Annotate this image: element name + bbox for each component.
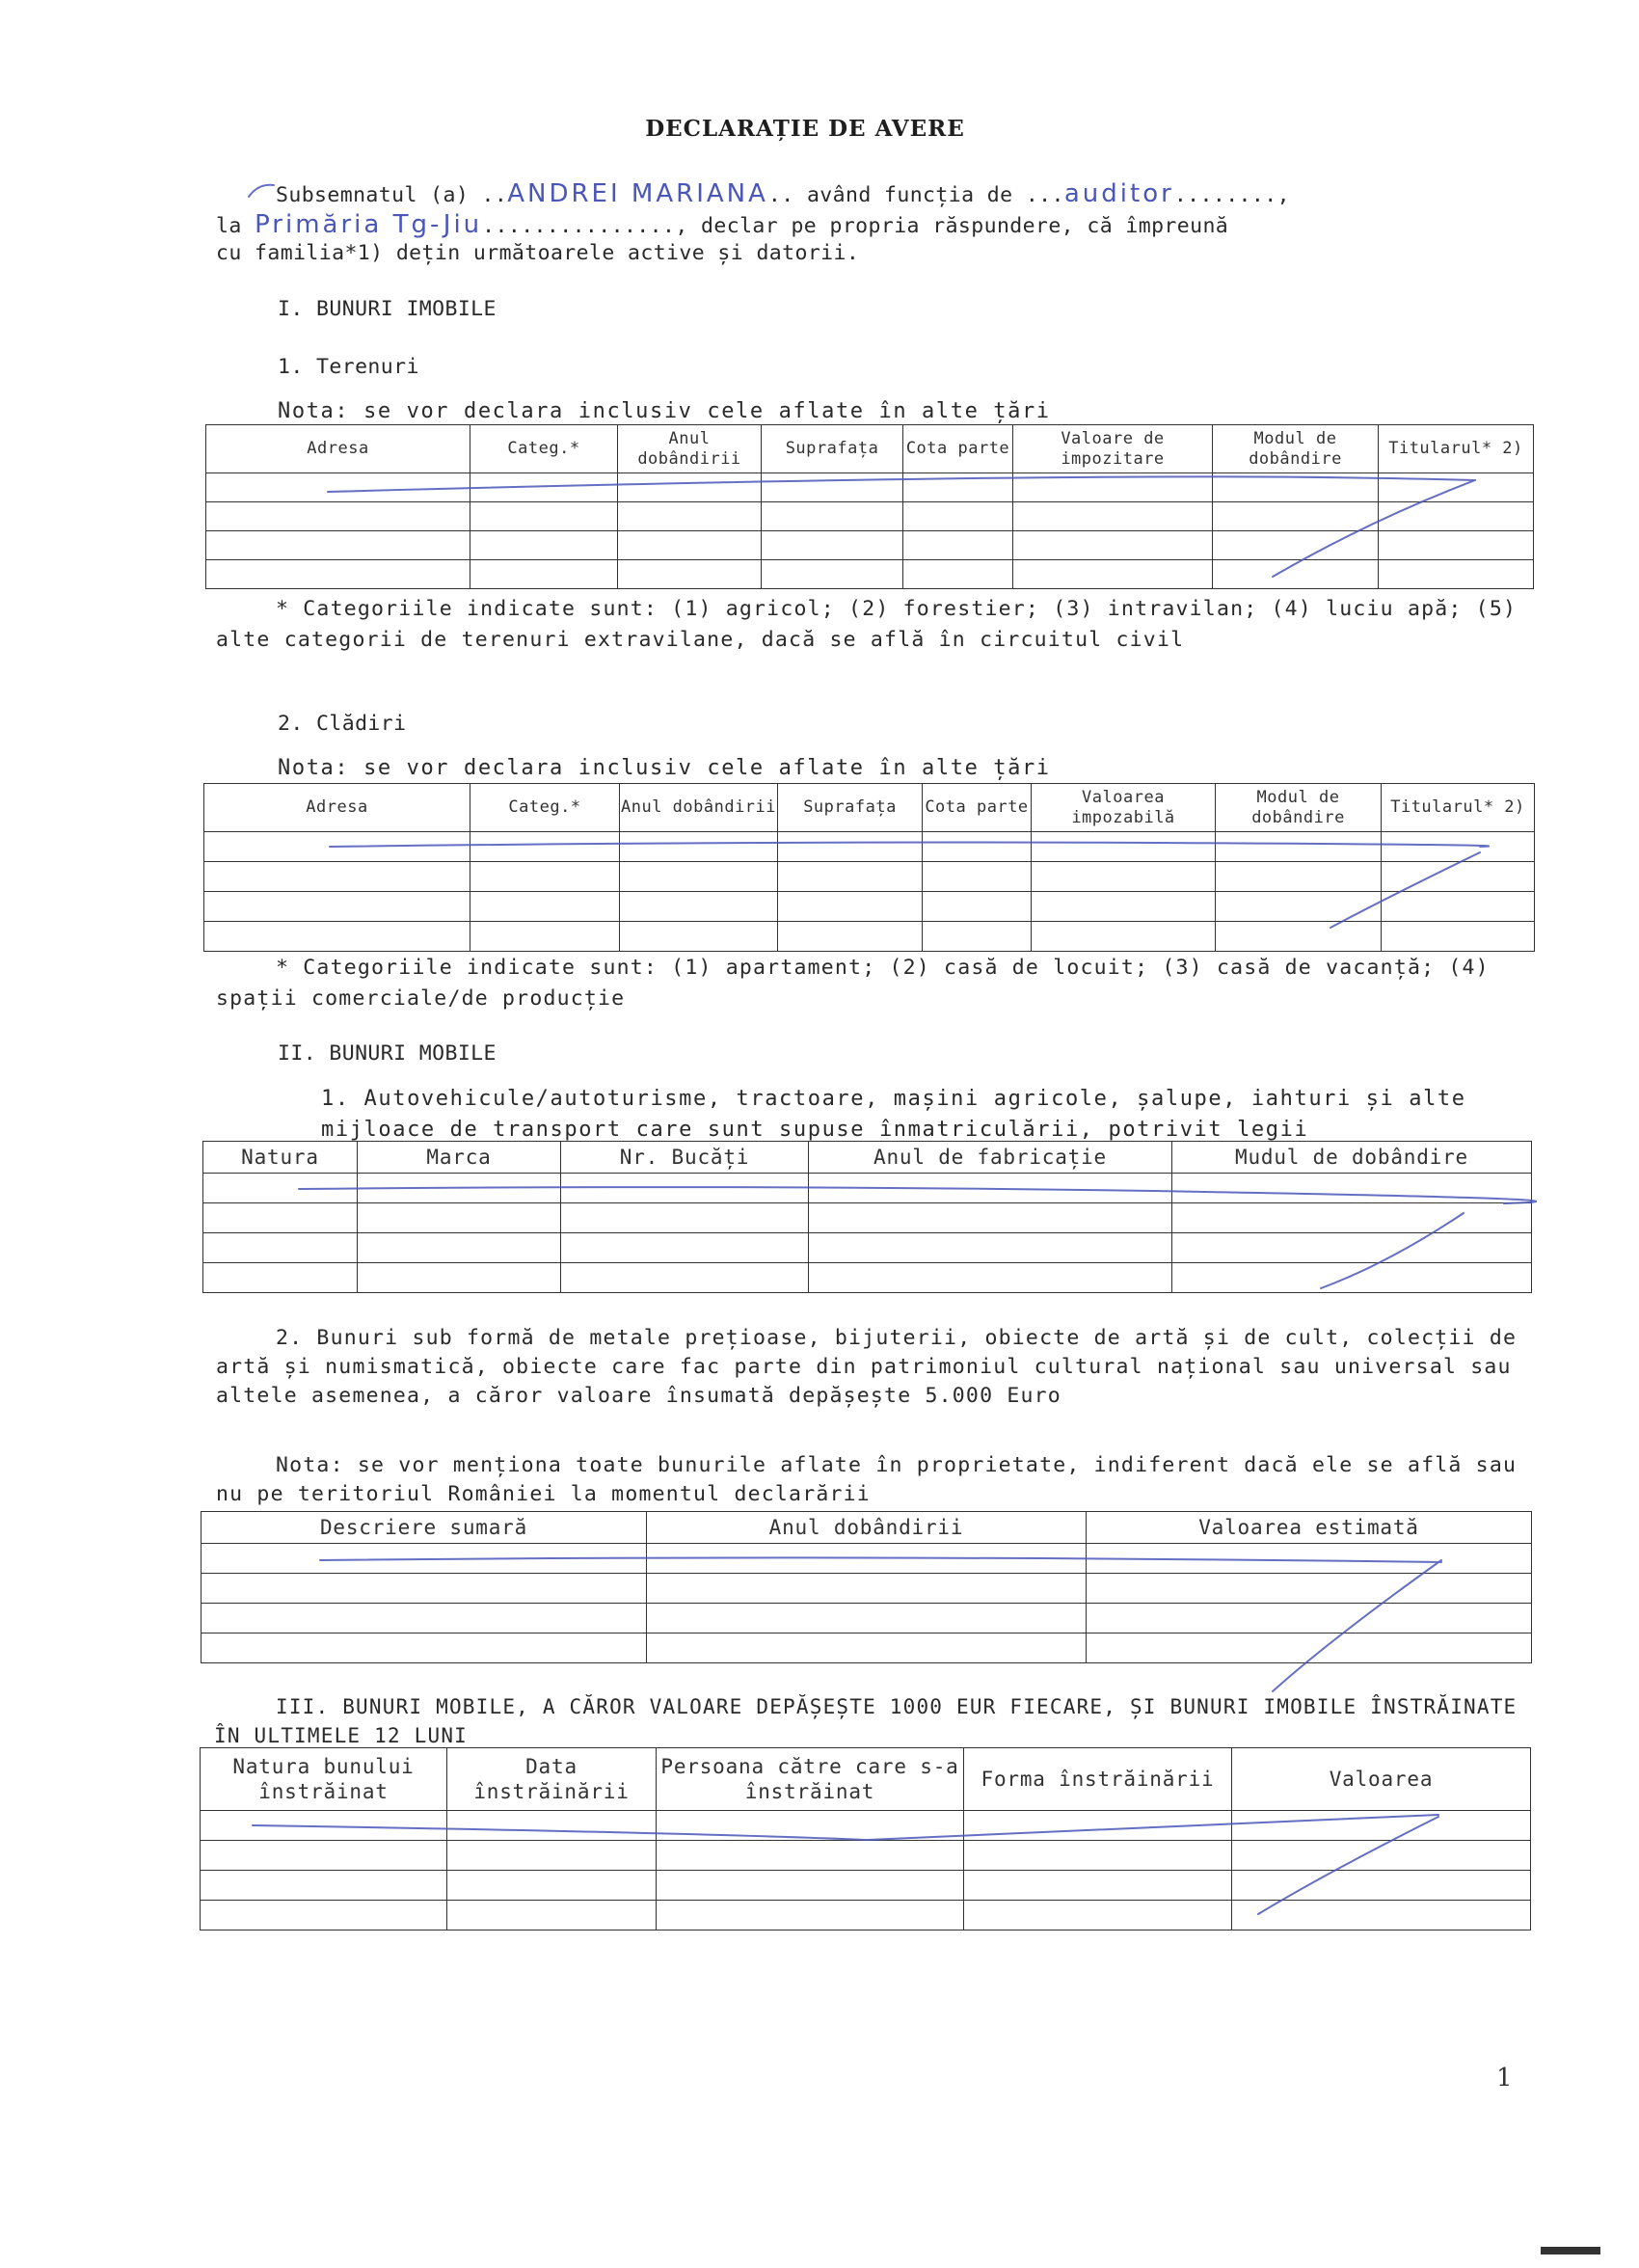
header-cota-parte: Cota parte [923,784,1032,832]
header-valoarea-impozabila: Valoarea impozabilă [1032,784,1216,832]
pen-stroke [1273,480,1475,577]
intro-line-3: cu familia*1) dețin următoarele active și datorii. [216,241,860,265]
header-anul-dobandirii: Anul dobândirii [647,1512,1087,1544]
header-anul-dobandirii: Anul dobândirii [618,425,762,473]
pen-stroke [328,476,1475,492]
header-adresa: Adresa [204,784,470,832]
la-label: la [216,214,242,238]
pen-stroke [1258,1817,1438,1914]
header-natura: Natura [203,1142,358,1174]
scan-mark [1541,2247,1600,2254]
pen-stroke [299,1187,1536,1203]
subsemnat-label: Subsemnatul (a) [276,183,470,207]
header-marca: Marca [358,1142,561,1174]
intro-line-2: la Primăria Tg-Jiu..............., declar pe propria răspundere, că împreună [216,210,1229,239]
terenuri-note: Nota: se vor declara inclusiv cele aflate în alte țări [278,399,1051,423]
header-data-instrainarii: Data înstrăinării [447,1748,657,1811]
header-valoarea: Valoarea [1232,1748,1531,1811]
cladiri-note: Nota: se vor declara inclusiv cele aflate în alte țări [278,756,1051,780]
header-valoarea-estimata: Valoarea estimată [1087,1512,1532,1544]
header-modul-dobandire: Modul de dobândire [1216,784,1382,832]
header-persoana: Persoana către care s-a înstrăinat [657,1748,964,1811]
function-label: având funcția de [806,183,1013,207]
pen-stroke [1273,1560,1441,1691]
terenuri-footnote: * Categoriile indicate sunt: (1) agricol; (2) forestier; (3) intravilan; (4) luciu apă; (5) alte categorii de terenuri extravilane, dacă se află în circuitul civil [216,597,1518,652]
header-categ: Categ.* [470,784,620,832]
header-titularul: Titularul* 2) [1382,784,1535,832]
intro-line-1: Subsemnatul (a) ..ANDREI MARIANA.. având funcția de ...auditor........, [276,179,1290,208]
header-forma-instrainarii: Forma înstrăinării [964,1748,1232,1811]
header-suprafata: Suprafața [762,425,903,473]
header-categ: Categ.* [470,425,618,473]
header-titularul: Titularul* 2) [1379,425,1534,473]
cladiri-heading: 2. Clădiri [278,712,407,736]
pen-stroke [1330,852,1480,928]
page-number: 1 [1496,2064,1513,2092]
header-suprafata: Suprafața [778,784,923,832]
bunuri-pretioase-heading: 2. Bunuri sub formă de metale prețioase, bijuterii, obiecte de artă și de cult, colecții de artă și numismatică, obiecte care fac parte din patrimoniul cultural național sau universal sau altele asemenea, a căror valoare însumată depășește 5.000 Euro [216,1326,1518,1408]
header-anul-dobandirii: Anul dobândirii [620,784,778,832]
header-modul-dobandire: Modul de dobândire [1213,425,1379,473]
declar-text: declar pe propria răspundere, că împreună [701,214,1229,238]
pen-stroke [330,843,1489,848]
pen-stroke [249,185,274,197]
header-cota-parte: Cota parte [903,425,1013,473]
section-2-heading: II. BUNURI MOBILE [278,1041,497,1066]
bunuri-pretioase-note: Nota: se vor menționa toate bunurile aflate în proprietate, indiferent dacă ele se află sau nu pe teritoriul României la momentul declarării [216,1453,1518,1506]
header-valoare-impozitare: Valoare de impozitare [1013,425,1213,473]
header-nr-bucati: Nr. Bucăți [561,1142,809,1174]
header-natura-bunului: Natura bunului înstrăinat [201,1748,447,1811]
header-modul-dobandire: Mudul de dobândire [1172,1142,1532,1174]
cladiri-footnote: * Categoriile indicate sunt: (1) apartament; (2) casă de locuit; (3) casă de vacanță; (4) spații comerciale/de producție [216,956,1490,1011]
function-handwritten: auditor [1063,179,1174,208]
terenuri-heading: 1. Terenuri [278,355,419,379]
pen-stroke [1321,1213,1464,1288]
pen-stroke [253,1815,1438,1840]
institution-handwritten: Primăria Tg-Jiu [255,210,483,239]
header-descriere-sumara: Descriere sumară [202,1512,647,1544]
name-handwritten: ANDREI MARIANA [507,179,768,208]
section-3-heading: III. BUNURI MOBILE, A CĂROR VALOARE DEPĂȘEȘTE 1000 EUR FIECARE, ȘI BUNURI IMOBILE ÎNSTRĂINATE ÎN ULTIMELE 12 LUNI [214,1695,1518,1747]
header-adresa: Adresa [206,425,470,473]
header-anul-fabricatie: Anul de fabricație [809,1142,1172,1174]
document-title: DECLARAȚIE DE AVERE [645,116,965,142]
pen-stroke [320,1557,1441,1562]
vehicule-heading: 1. Autovehicule/autoturisme, tractoare, mașini agricole, șalupe, iahturi și alte mijloace de transport care sunt supuse înmatriculării, potrivit legii [321,1087,1466,1142]
section-1-heading: I. BUNURI IMOBILE [278,297,497,321]
